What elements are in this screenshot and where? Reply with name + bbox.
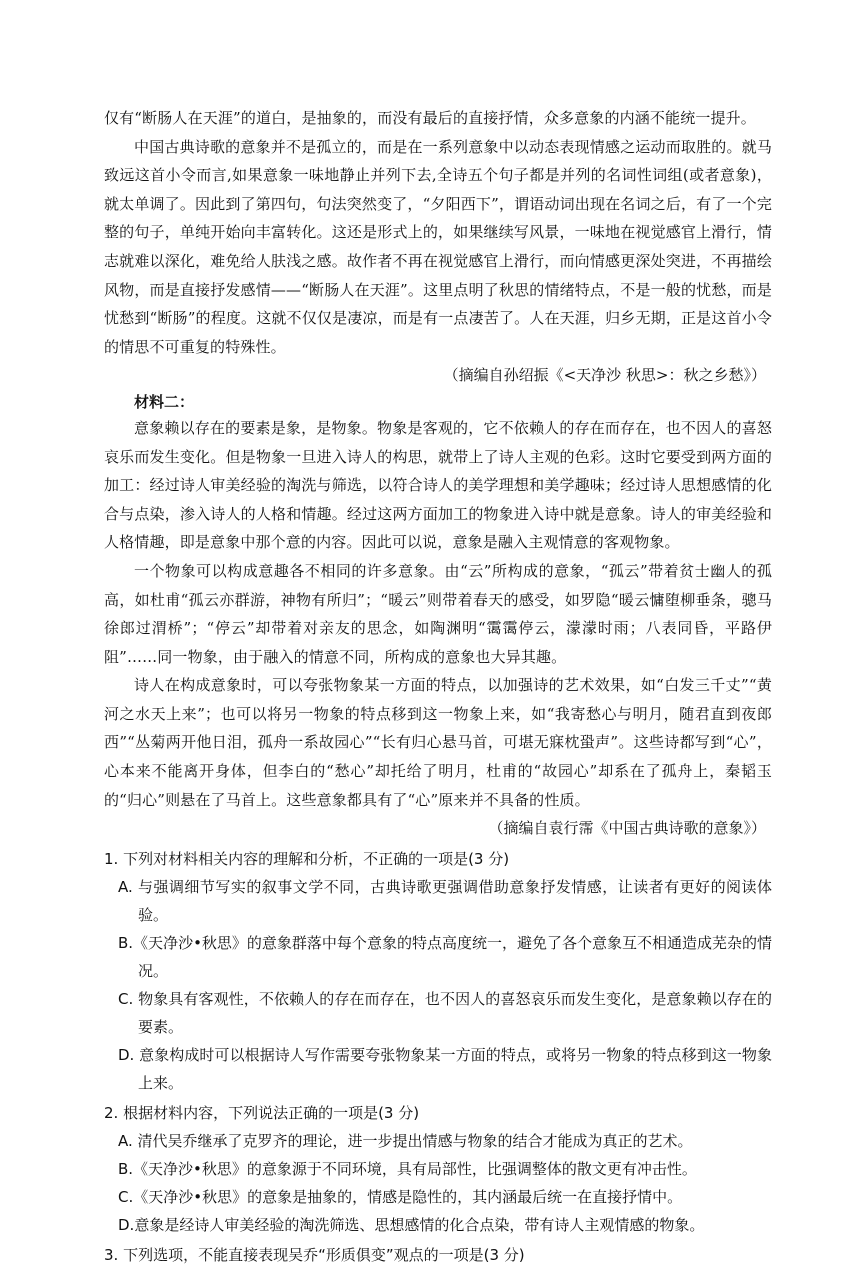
option-b[interactable]: B.《天净沙•秋思》的意象源于不同环境，具有局部性，比强调整体的散文更有冲击性。	[118, 1159, 697, 1178]
option-c[interactable]: C.《天净沙•秋思》的意象是抽象的，情感是隐性的，其内涵最后统一在直接抒情中。	[118, 1187, 683, 1206]
material1-paragraph-0: 仅有“断肠人在天涯”的道白，是抽象的，而没有最后的直接抒情，众多意象的内涵不能统一提升。	[104, 109, 756, 127]
material2-title: 材料二：	[134, 392, 195, 411]
question-1	[104, 845, 772, 1097]
material2-paragraph-3: 诗人在构成意象时，可以夸张物象某一方面的特点，以加强诗的艺术效果，如“白发三千丈”“黄河之水天上来”；也可以将另一物象的特点移到这一物象上来，如“我寄愁心与明月，随君直到夜郎西”“丛菊两开他日泪，孤舟一系故园心”“长有归心悬马首，可堪无寐枕蛩声”。这些诗都写到“心”，心本来不能离开身体，但李白的“愁心”却托给了明月，杜甫的“故园心”却系在了孤舟上，秦韬玉的“归心”则悬在了马首上。这些意象都具有了“心”原来并不具备的性质。	[104, 676, 772, 809]
question-2	[104, 1099, 772, 1239]
material1-source: （摘编自孙绍振《<天净沙 秋思>：秋之乡愁》）	[443, 366, 766, 385]
question-stem: 2. 根据材料内容，下列说法正确的一项是(3 分)	[104, 1103, 420, 1122]
question-stem: 3. 下列选项，不能直接表现吴乔“形质俱变”观点的一项是(3 分)	[104, 1245, 525, 1264]
option-d[interactable]: D.意象是经诗人审美经验的淘洗筛选、思想感情的化合点染，带有诗人主观情感的物象。	[118, 1215, 705, 1234]
option-a[interactable]: A. 与强调细节写实的叙事文学不同，古典诗歌更强调借助意象抒发情感，让读者有更好的阅读体验。	[118, 877, 772, 924]
material2-paragraph-2: 一个物象可以构成意趣各不相同的许多意象。由“云”所构成的意象，“孤云”带着贫士幽人的孤高，如杜甫“孤云亦群游，神物有所归”；“暖云”则带着春天的感受，如罗隐“暖云慵堕柳垂条，骢马徐郎过渭桥”；“停云”却带着对亲友的思念，如陶渊明“霭霭停云，濛濛时雨；八表同昏，平路伊阻”……同一物象，由于融入的情意不同，所构成的意象也大异其趣。	[104, 561, 772, 666]
question-stem: 1. 下列对材料相关内容的理解和分析，不正确的一项是(3 分)	[104, 849, 510, 868]
material1-paragraph-1: 中国古典诗歌的意象并不是孤立的，而是在一系列意象中以动态表现情感之运动而取胜的。就马致远这首小令而言,如果意象一味地静止并列下去,全诗五个句子都是并列的名词性词组(或者意象)，就太单调了。因此到了第四句，句法突然变了，“夕阳西下”，谓语动词出现在名词之后，有了一个完整的句子，单纯开始向丰富转化。这还是形式上的，如果继续写风景，一味地在视觉感官上滑行，情志就难以深化，难免给人肤浅之感。故作者不再在视觉感官上滑行，而向情感更深处突进，不再描绘风物，而是直接抒发感情——“断肠人在天涯”。这里点明了秋思的情绪特点，不是一般的忧愁，而是忧愁到“断肠”的程度。这就不仅仅是凄凉，而是有一点凄苦了。人在天涯，归乡无期，正是这首小令的情思不可重复的特殊性。	[104, 137, 772, 356]
option-b[interactable]: B.《天净沙•秋思》的意象群落中每个意象的特点高度统一，避免了各个意象互不相通造成芜杂的情况。	[118, 933, 772, 980]
option-a[interactable]: A. 清代吴乔继承了克罗齐的理论，进一步提出情感与物象的结合才能成为真正的艺术。	[118, 1131, 693, 1150]
option-d[interactable]: D. 意象构成时可以根据诗人写作需要夸张物象某一方面的特点，或将另一物象的特点移到这一物象上来。	[118, 1045, 772, 1092]
option-c[interactable]: C. 物象具有客观性，不依赖人的存在而存在，也不因人的喜怒哀乐而发生变化，是意象赖以存在的要素。	[118, 989, 772, 1036]
question-3	[104, 1241, 772, 1269]
material2-paragraph-1: 意象赖以存在的要素是象，是物象。物象是客观的，它不依赖人的存在而存在，也不因人的喜怒哀乐而发生变化。但是物象一旦进入诗人的构思，就带上了诗人主观的色彩。这时它要受到两方面的加工：经过诗人审美经验的淘洗与筛选，以符合诗人的美学理想和美学趣味；经过诗人思想感情的化合与点染，渗入诗人的人格和情趣。经过这两方面加工的物象进入诗中就是意象。诗人的审美经验和人格情趣，即是意象中那个意的内容。因此可以说，意象是融入主观情意的客观物象。	[104, 418, 772, 552]
material2-source: （摘编自袁行霈《中国古典诗歌的意象》）	[488, 819, 766, 838]
